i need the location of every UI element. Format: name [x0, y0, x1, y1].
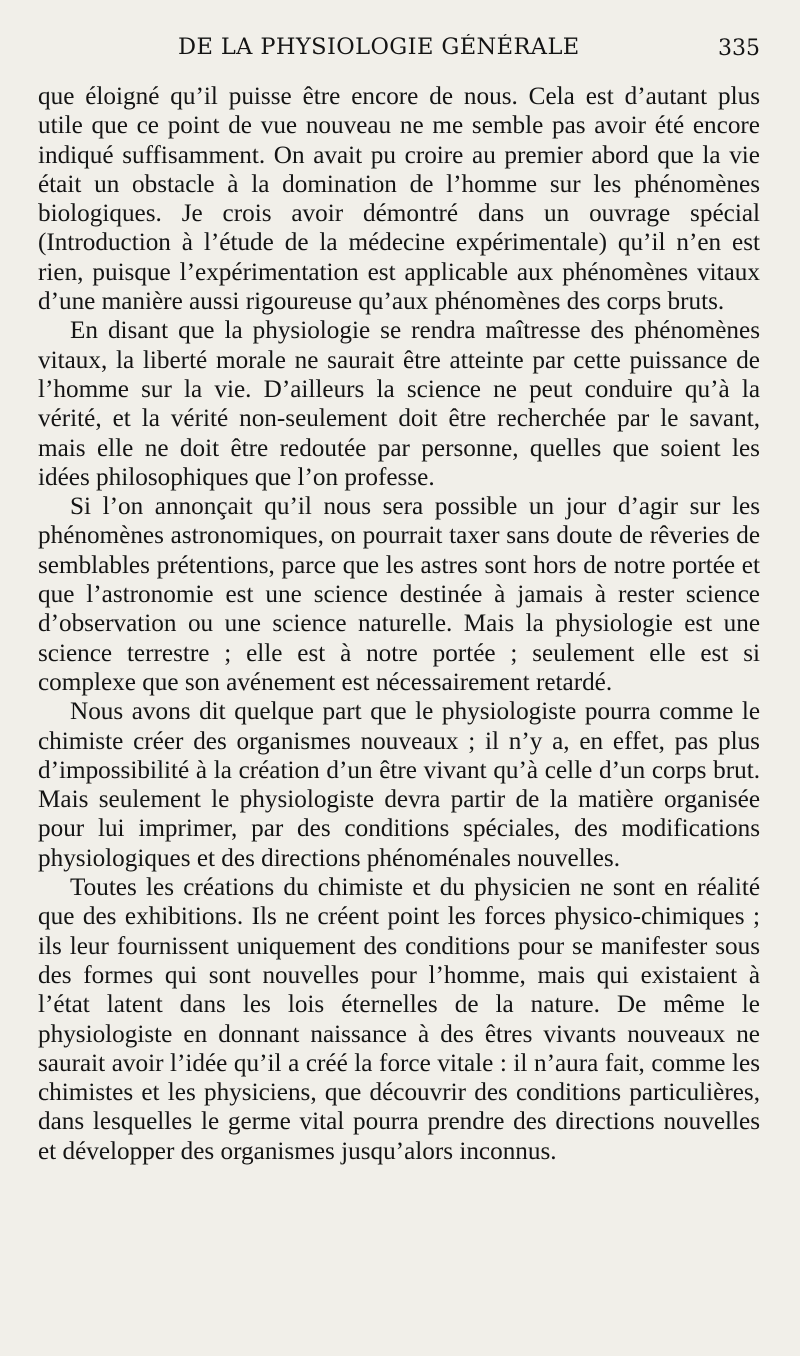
- paragraph-1: que éloigné qu’il puisse être encore de nous. Cela est d’autant plus utile que ce point de vue nouveau ne me semble pas avoir été encore indiqué suffisamment. On avait pu croire au premier abord que la vie était un obstacle à la domination de l’homme sur les phénomènes biologiques. Je crois avoir démontré dans un ouvrage spécial (Introduction à l’étude de la médecine expérimentale) qu’il n’en est rien, puisque l’expérimentation est applicable aux phénomènes vitaux d’une manière aussi rigoureuse qu’aux phénomènes des corps bruts.: [38, 83, 760, 316]
- running-head: DE LA PHYSIOLOGIE GÉNÉRALE: [178, 34, 580, 60]
- page-header: [38, 34, 760, 82]
- page-number: 335: [718, 36, 760, 61]
- body-text: [38, 82, 760, 1166]
- paragraph-4: Nous avons dit quelque part que le physiologiste pourra comme le chimiste créer des organismes nouveaux ; il n’y a, en effet, pas plus d’impossibilité à la création d’un être vivant qu’à celle d’un corps brut. Mais seulement le physiologiste devra partir de la matière organisée pour lui imprimer, par des conditions spéciales, des modifications physiologiques et des directions phénoménales nouvelles.: [38, 698, 760, 872]
- book-page: [38, 34, 760, 1334]
- paragraph-2: En disant que la physiologie se rendra maîtresse des phénomènes vitaux, la liberté morale ne saurait être atteinte par cette puissance de l’homme sur la vie. D’ailleurs la science ne peut conduire qu’à la vérité, et la vérité non-seulement doit être recherchée par le savant, mais elle ne doit être redoutée par personne, quelles que soient les idées philosophiques que l’on professe.: [38, 317, 760, 491]
- paragraph-5: Toutes les créations du chimiste et du physicien ne sont en réalité que des exhibitions. Ils ne créent point les forces physico-chimiques ; ils leur fournissent uniquement des conditions pour se manifester sous des formes qui sont nouvelles pour l’homme, mais qui existaient à l’état latent dans les lois éternelles de la nature. De même le physiologiste en donnant naissance à des êtres vivants nouveaux ne saurait avoir l’idée qu’il a créé la force vitale : il n’aura fait, comme les chimistes et les physiciens, que découvrir des conditions particulières, dans lesquelles le germe vital pourra prendre des directions nouvelles et développer des organismes jusqu’alors inconnus.: [38, 874, 760, 1165]
- paragraph-3: Si l’on annonçait qu’il nous sera possible un jour d’agir sur les phénomènes astronomiques, on pourrait taxer sans doute de rêveries de semblables prétentions, parce que les astres sont hors de notre portée et que l’astronomie est une science destinée à jamais à rester science d’observation ou une science naturelle. Mais la physiologie est une science terrestre ; elle est à notre portée ; seulement elle est si complexe que son avénement est nécessairement retardé.: [38, 493, 760, 696]
